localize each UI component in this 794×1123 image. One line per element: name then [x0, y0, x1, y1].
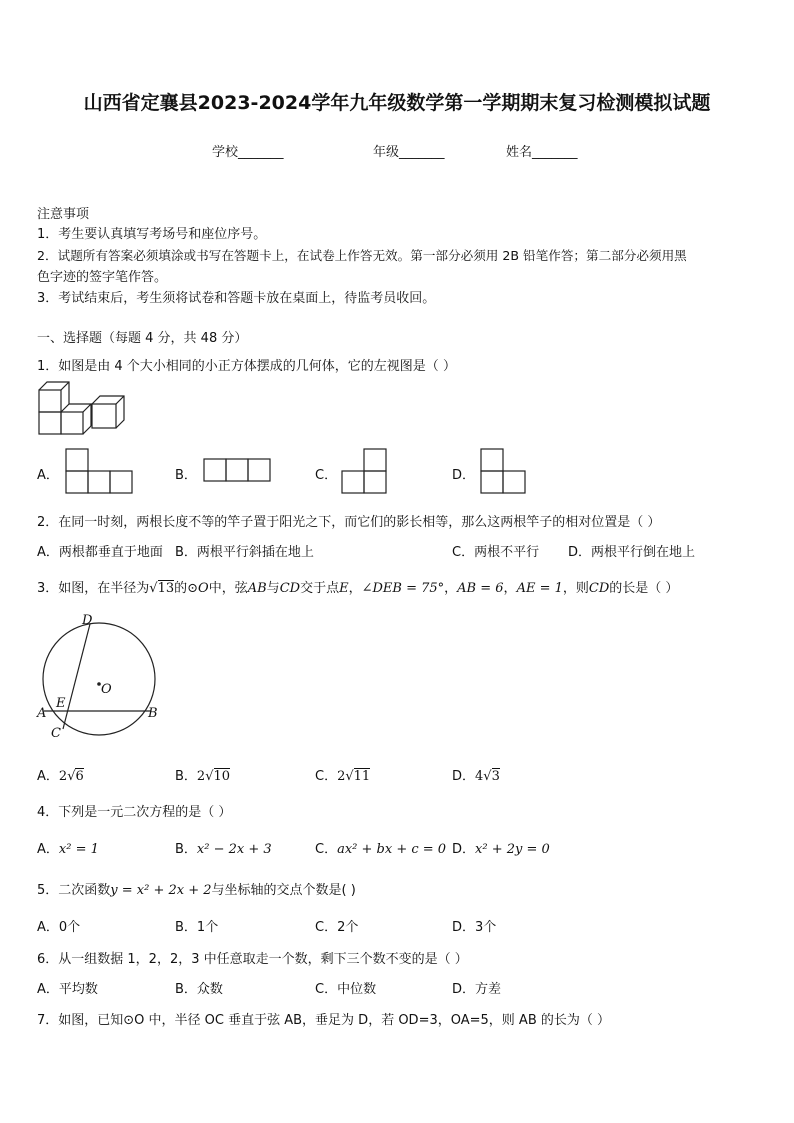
q1-option-b-figure [203, 458, 271, 482]
q3-option-b-radicand: 10 [213, 769, 231, 784]
q3-option-a-label: A． [37, 769, 59, 784]
q2-option-d: D．两根平行倒在地上 [568, 545, 696, 560]
q1-option-d-label: D． [452, 468, 476, 483]
grade-blank: _______ [399, 145, 445, 160]
q3-label-e: E [56, 696, 66, 711]
q2-option-a: A．两根都垂直于地面 [37, 545, 163, 560]
q4-option-a-label: A． [37, 842, 59, 857]
q3-stem-text: ，则 [562, 581, 589, 596]
q3-chord-ab: AB [247, 581, 267, 596]
q3-option-a [37, 765, 84, 784]
q3-option-d-label: D． [452, 769, 476, 784]
q3-option-b-label: B． [175, 769, 197, 784]
q3-stem [37, 577, 678, 596]
sqrt-sign: √ [149, 581, 158, 596]
q3-angle: ∠DEB = 75° [361, 581, 445, 596]
q3-circle-o: ⊙O [187, 581, 209, 596]
q4-option-d [452, 838, 550, 857]
note-item: 色字迹的签字笔作答。 [37, 270, 168, 285]
q3-stem-text: 与 [266, 581, 280, 596]
q3-stem-text: ， [444, 581, 458, 596]
q3-stem-text: ， [348, 581, 362, 596]
q3-option-a-coef: 2 [58, 769, 68, 784]
q5-option-b: B．1个 [175, 920, 219, 935]
q3-label-c: C [51, 726, 61, 741]
q3-option-d [452, 765, 500, 784]
sqrt-sign: √ [345, 769, 354, 784]
name-blank: _______ [532, 145, 578, 160]
q3-chord-cd: CD [279, 581, 301, 596]
q2-stem: 2．在同一时刻，两根长度不等的竿子置于阳光之下，而它们的影长相等，那么这两根竿子的相对位置是（ ） [37, 515, 661, 530]
school-label: 学校 [212, 145, 239, 160]
q5-function: y = x² + 2x + 2 [110, 883, 212, 898]
q6-stem: 6．从一组数据 1，2，2，3 中任意取走一个数，剩下三个数不变的是（ ） [37, 952, 468, 967]
q4-option-d-expr: x² + 2y = 0 [475, 842, 550, 857]
q4-option-d-label: D． [452, 842, 476, 857]
q3-stem-text: 的 [174, 581, 188, 596]
q1-stem: 1．如图是由 4 个大小相同的小正方体摆成的几何体，它的左视图是（ ） [37, 359, 456, 374]
sqrt-sign: √ [483, 769, 492, 784]
q5-stem [37, 879, 356, 898]
q4-option-c-expr: ax² + bx + c = 0 [337, 842, 447, 857]
q5-stem-text: 5．二次函数 [37, 883, 111, 898]
name-field [506, 141, 578, 160]
q3-point-e: E [339, 581, 349, 596]
q5-option-c: C．2个 [315, 920, 359, 935]
q3-option-b-coef: 2 [196, 769, 206, 784]
section-heading: 一、选择题（每题 4 分，共 48 分） [37, 331, 248, 346]
q3-cd-ref: CD [588, 581, 610, 596]
q3-option-c-label: C． [315, 769, 338, 784]
grade-field [373, 141, 445, 160]
q3-stem-text: 的长是（ ） [609, 581, 679, 596]
grade-label: 年级 [373, 145, 400, 160]
q3-option-d-coef: 4 [475, 769, 484, 784]
q5-option-d: D．3个 [452, 920, 497, 935]
exam-title: 山西省定襄县2023-2024学年九年级数学第一学期期末复习检测模拟试题 [83, 92, 711, 114]
notes-heading: 注意事项 [37, 207, 90, 222]
note-item: 1．考生要认真填写考场号和座位序号。 [37, 227, 267, 242]
q3-option-a-radicand: 6 [75, 769, 84, 784]
q3-label-b: B [148, 706, 158, 721]
note-item: 2．试题所有答案必须填涂或书写在答题卡上，在试卷上作答无效。第一部分必须用 2B 铅笔作答；第二部分必须用黑 [37, 248, 687, 263]
q3-label-a: A [37, 706, 47, 721]
q4-option-b-label: B． [175, 842, 197, 857]
q7-stem: 7．如图，已知⊙O 中，半径 OC 垂直于弦 AB，垂足为 D，若 OD=3，OA=5，则 AB 的长为（ ） [37, 1013, 610, 1028]
q1-option-a-figure [65, 448, 133, 494]
q6-option-d: D．方差 [452, 982, 502, 997]
q3-ab-length: AB = 6 [457, 581, 504, 596]
q2-option-b: B．两根平行斜插在地上 [175, 545, 314, 560]
q3-option-d-radicand: 3 [491, 769, 500, 784]
q1-option-d-figure [480, 448, 526, 494]
school-field [212, 141, 284, 160]
q3-stem-text: 中，弦 [208, 581, 248, 596]
q5-stem-text: 与坐标轴的交点个数是( ) [211, 883, 356, 898]
q4-option-c-label: C． [315, 842, 338, 857]
q4-option-a [37, 838, 99, 857]
q4-stem: 4．下列是一元二次方程的是（ ） [37, 805, 232, 820]
q1-option-c-label: C． [315, 468, 338, 483]
q1-option-a-label: A． [37, 468, 59, 483]
q3-label-o: O [101, 682, 112, 697]
q3-stem-text: ， [503, 581, 517, 596]
name-label: 姓名 [506, 145, 533, 160]
q3-option-c-radicand: 11 [353, 769, 371, 784]
q2-option-c: C．两根不平行 [452, 545, 540, 560]
q6-option-a: A．平均数 [37, 982, 98, 997]
q3-option-b [175, 765, 230, 784]
q3-stem-text: 交于点 [300, 581, 340, 596]
q4-option-b [175, 838, 272, 857]
q3-option-c [315, 765, 370, 784]
q3-circle-figure [34, 612, 164, 742]
q3-option-c-coef: 2 [337, 769, 346, 784]
q1-option-c-figure [341, 448, 387, 494]
q3-label-d: D [82, 613, 93, 628]
q4-option-a-expr: x² = 1 [58, 842, 99, 857]
note-item: 3．考试结束后，考生须将试卷和答题卡放在桌面上，待监考员收回。 [37, 291, 436, 306]
sqrt-sign: √ [205, 769, 214, 784]
q1-option-b-label: B． [175, 468, 197, 483]
q4-option-c [315, 838, 446, 857]
q6-option-c: C．中位数 [315, 982, 377, 997]
q5-option-a: A．0个 [37, 920, 81, 935]
school-blank: _______ [238, 145, 284, 160]
q6-option-b: B．众数 [175, 982, 223, 997]
q3-radius-radicand: 13 [157, 581, 175, 596]
q1-solid-figure [38, 380, 128, 438]
sqrt-sign: √ [67, 769, 76, 784]
q4-option-b-expr: x² − 2x + 3 [196, 842, 272, 857]
q3-ae-length: AE = 1 [516, 581, 563, 596]
q3-stem-text: 3．如图，在半径为 [37, 581, 150, 596]
